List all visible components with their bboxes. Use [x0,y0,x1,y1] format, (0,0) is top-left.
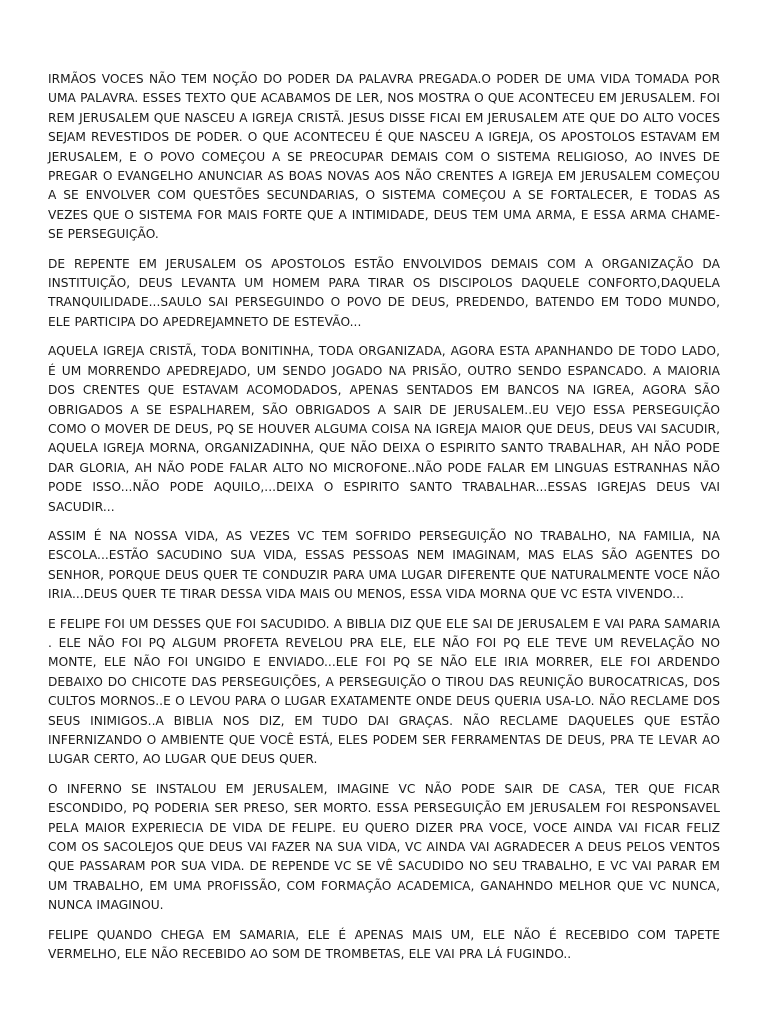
paragraph-4: ASSIM É NA NOSSA VIDA, AS VEZES VC TEM SOFRIDO PERSEGUIÇÃO NO TRABALHO, NA FAMILIA, NA ESCOLA...ESTÃO SACUDINO SUA VIDA, ESSAS PESSOAS NEM IMAGINAM, MAS ELAS SÃO AGENTES DO SENHOR, PORQUE DEUS QUER TE CONDUZIR PARA UMA LUGAR DIFERENTE QUE NATURALMENTE VOCE NÃO IRIA...DEUS QUER TE TIRAR DESSA VIDA MAIS OU MENOS, ESSA VIDA MORNA QUE VC ESTA VIVENDO... [48,528,720,602]
paragraph-1: IRMÃOS VOCES NÃO TEM NOÇÃO DO PODER DA PALAVRA PREGADA.O PODER DE UMA VIDA TOMADA POR UMA PALAVRA. ESSES TEXTO QUE ACABAMOS DE LER, NOS MOSTRA O QUE ACONTECEU EM JERUSALEM. FOI REM JERUSALEM QUE NASCEU A IGREJA CRISTÃ. JESUS DISSE FICAI EM JERUSALEM ATE QUE DO ALTO VOCES SEJAM REVESTIDOS DE PODER. O QUE ACONTECEU É QUE NASCEU A IGREJA, OS APOSTOLOS ESTAVAM EM JERUSALEM, E O POVO COMEÇOU A SE PREOCUPAR DEMAIS COM O SISTEMA RELIGIOSO, AO INVES DE PREGAR O EVANGELHO ANUNCIAR AS BOAS NOVAS AOS NÃO CRENTES A IGREJA EM JERUSALEM COMEÇOU A SE ENVOLVER COM QUESTÕES SECUNDARIAS, O SISTEMA COMEÇOU A SE FORTALECER, E TODAS AS VEZES QUE O SISTEMA FOR MAIS FORTE QUE A INTIMIDADE, DEUS TEM UMA ARMA, E ESSA ARMA CHAME-SE PERSEGUIÇÃO. [48,72,720,242]
paragraph-6: O INFERNO SE INSTALOU EM JERUSALEM, IMAGINE VC NÃO PODE SAIR DE CASA, TER QUE FICAR ESCONDIDO, PQ PODERIA SER PRESO, SER MORTO. ESSA PERSEGUIÇÃO EM JERUSALEM FOI RESPONSAVEL PELA MAIOR EXPERIECIA DE VIDA DE FELIPE. EU QUERO DIZER PRA VOCE, VOCE AINDA VAI FICAR FELIZ COM OS SACOLEJOS QUE DEUS VAI FAZER NA SUA VIDA, VC AINDA VAI AGRADECER A DEUS PELOS VENTOS QUE PASSARAM POR SUA VIDA. DE REPENDE VC SE VÊ SACUDIDO NO SEU TRABALHO, E VC VAI PARAR EM UM TRABALHO, EM UMA PROFISSÃO, COM FORMAÇÃO ACADEMICA, GANAHNDO MELHOR QUE VC NUNCA, NUNCA IMAGINOU. [48,781,720,913]
paragraph-7: FELIPE QUANDO CHEGA EM SAMARIA, ELE É APENAS MAIS UM, ELE NÃO É RECEBIDO COM TAPETE VERMELHO, ELE NÃO RECEBIDO AO SOM DE TROMBETAS, ELE VAI PRA LÁ FUGINDO.. [48,927,720,962]
paragraph-3: AQUELA IGREJA CRISTÃ, TODA BONITINHA, TODA ORGANIZADA, AGORA ESTA APANHANDO DE TODO LADO, É UM MORRENDO APEDREJADO, UM SENDO JOGADO NA PRISÃO, OUTRO SENDO ESPANCADO. A MAIORIA DOS CRENTES QUE ESTAVAM ACOMODADOS, APENAS SENTADOS EM BANCOS NA IGREA, AGORA SÃO OBRIGADOS A SE ESPALHAREM, SÃO OBRIGADOS A SAIR DE JERUSALEM..EU VEJO ESSA PERSEGUIÇÃO COMO O MOVER DE DEUS, PQ SE HOUVER ALGUMA COISA NA IGREJA MAIOR QUE DEUS, DEUS VAI SACUDIR, AQUELA IGREJA MORNA, ORGANIZADINHA, QUE NÃO DEIXA O ESPIRITO SANTO TRABALHAR, AH NÃO PODE DAR GLORIA, AH NÃO PODE FALAR ALTO NO MICROFONE..NÃO PODE FALAR EM LINGUAS ESTRANHAS NÃO PODE ISSO...NÃO PODE AQUILO,...DEIXA O ESPIRITO SANTO TRABALHAR...ESSAS IGREJAS DEUS VAI SACUDIR... [48,344,720,514]
paragraph-5: E FELIPE FOI UM DESSES QUE FOI SACUDIDO. A BIBLIA DIZ QUE ELE SAI DE JERUSALEM E VAI PARA SAMARIA . ELE NÃO FOI PQ ALGUM PROFETA REVELOU PRA ELE, ELE NÃO FOI PQ ELE TEVE UM REVELAÇÃO NO MONTE, ELE NÃO FOI UNGIDO E ENVIADO...ELE FOI PQ SE NÃO ELE IRIA MORRER, ELE FOI ARDENDO DEBAIXO DO CHICOTE DAS PERSEGUIÇÕES, A PERSEGUIÇÃO O TIROU DAS REUNIÇÃO BUROCATRICAS, DOS CULTOS MORNOS..E O LEVOU PARA O LUGAR EXATAMENTE ONDE DEUS QUERIA USA-LO. NÃO RECLAME DOS SEUS INIMIGOS..A BIBLIA NOS DIZ, EM TUDO DAI GRAÇAS. NÃO RECLAME DAQUELES QUE ESTÃO INFERNIZANDO O AMBIENTE QUE VOCÊ ESTÁ, ELES PODEM SER FERRAMENTAS DE DEUS, PRA TE LEVAR AO LUGAR CERTO, AO LUGAR QUE DEUS QUER. [48,616,720,767]
paragraph-2: DE REPENTE EM JERUSALEM OS APOSTOLOS ESTÃO ENVOLVIDOS DEMAIS COM A ORGANIZAÇÃO DA INSTITUIÇÃO, DEUS LEVANTA UM HOMEM PARA TIRAR OS DISCIPOLOS DAQUELE CONFORTO,DAQUELA TRANQUILIDADE...SAULO SAI PERSEGUINDO O POVO DE DEUS, PREDENDO, BATENDO EM TODO MUNDO, ELE PARTICIPA DO APEDREJAMNETO DE ESTEVÃO... [48,256,720,329]
